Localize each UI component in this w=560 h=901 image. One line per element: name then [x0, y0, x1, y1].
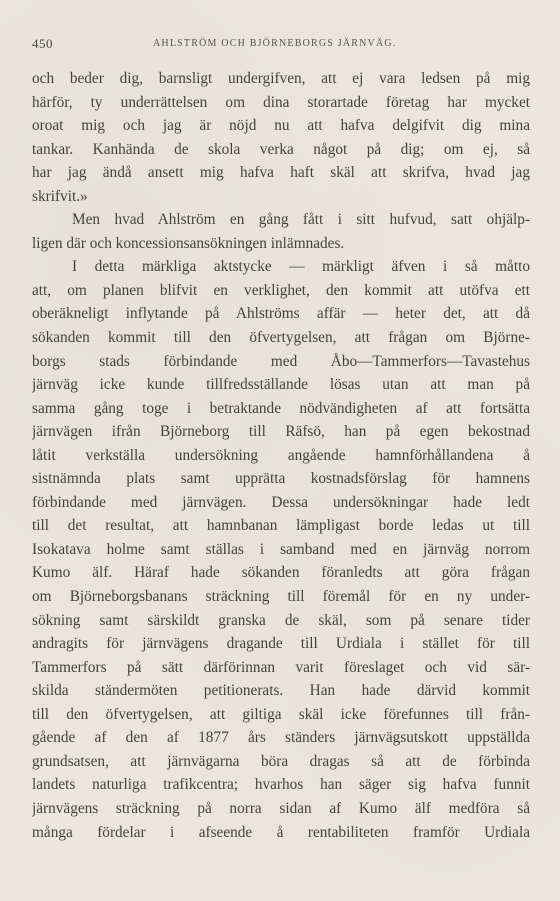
- text-line: sistnämnda plats samt upprätta kostnadsförslag för hamnens: [32, 470, 530, 488]
- text-line: järnväg icke kunde tillfredsställande lösas utan att man på: [32, 376, 530, 394]
- text-line: samma gång toge i betraktande nödvändigheten af att fortsätta: [32, 399, 530, 417]
- text-line: tankar. Kanhända de skola verka något på dig; om ej, så: [32, 140, 530, 158]
- text-line: låtit verkställa undersökning angående hamnförhållandena å: [32, 446, 530, 464]
- text-line: Tammerfors på sätt därförinnan varit föreslaget och vid sär-: [32, 658, 530, 676]
- text-line: har jag ändå ansett mig hafva haft skäl att skrifva, hvad jag: [32, 164, 530, 182]
- text-line: borgs stads förbindande med Åbo—Tammerfors—Tavastehus: [32, 352, 530, 370]
- body-text: [32, 67, 530, 844]
- text-line: andragits för järnvägens dragande till Urdiala i stället för till: [32, 635, 530, 653]
- text-line: härför, ty underrättelsen om dina storartade företag har mycket: [32, 93, 530, 111]
- text-line: till den öfvertygelsen, att giltiga skäl icke förefunnes till från-: [32, 705, 530, 723]
- text-line: skrifvit.»: [32, 187, 88, 205]
- text-line: gående af den af 1877 års ständers järnvägsutskott uppställda: [32, 729, 530, 747]
- text-line: att, om planen blifvit en verklighet, den kommit att utöfva ett: [32, 281, 530, 299]
- page-header: [32, 30, 531, 52]
- text-line: oberäkneligt inflytande på Ahlströms affär — heter det, att då: [32, 305, 530, 323]
- text-line: till det resultat, att hamnbanan lämpligast borde ledas ut till: [32, 517, 530, 535]
- text-line: järnvägen ifrån Björneborg till Räfsö, han på egen bekostnad: [32, 423, 530, 441]
- text-line: Kumo älf. Häraf hade sökanden föranledts att göra frågan: [32, 564, 530, 582]
- text-line: järnvägens sträckning på norra sidan af Kumo älf medföra så: [32, 799, 530, 817]
- text-line: många fördelar i afseende å rentabiliteten framför Urdiala: [32, 823, 530, 841]
- text-line: grundsatsen, att järnvägarna böra dragas så att de förbinda: [32, 752, 530, 770]
- text-line: förbindande med järnvägen. Dessa undersökningar hade ledt: [32, 493, 530, 511]
- text-line: ligen där och koncessionsansökningen inlämnades.: [32, 234, 345, 252]
- text-line: om Björneborgsbanans sträckning till föremål för en ny under-: [32, 588, 530, 606]
- text-line: landets naturliga trafikcentra; hvarhos han säger sig hafva funnit: [32, 776, 530, 794]
- text-line: Men hvad Ahlström en gång fått i sitt hufvud, satt ohjälp-: [72, 211, 530, 229]
- text-line: sökanden kommit till den öfvertygelsen, att frågan om Björne-: [32, 329, 530, 347]
- text-line: skilda ständermöten petitionerats. Han hade därvid kommit: [32, 682, 530, 700]
- running-head: AHLSTRÖM OCH BJÖRNEBORGS JÄRNVÄG.: [153, 38, 397, 49]
- text-line: och beder dig, barnsligt undergifven, att ej vara ledsen på mig: [32, 70, 530, 87]
- page-number: 450: [32, 36, 53, 51]
- text-line: oroat mig och jag är nöjd nu att hafva delgifvit dig mina: [32, 117, 530, 135]
- text-line: Isokatava holme samt ställas i samband med en järnväg norrom: [32, 540, 530, 558]
- text-line: sökning samt särskildt granska de skäl, som på senare tider: [32, 611, 530, 629]
- text-line: I detta märkliga aktstycke — märkligt äfven i så måtto: [72, 258, 530, 276]
